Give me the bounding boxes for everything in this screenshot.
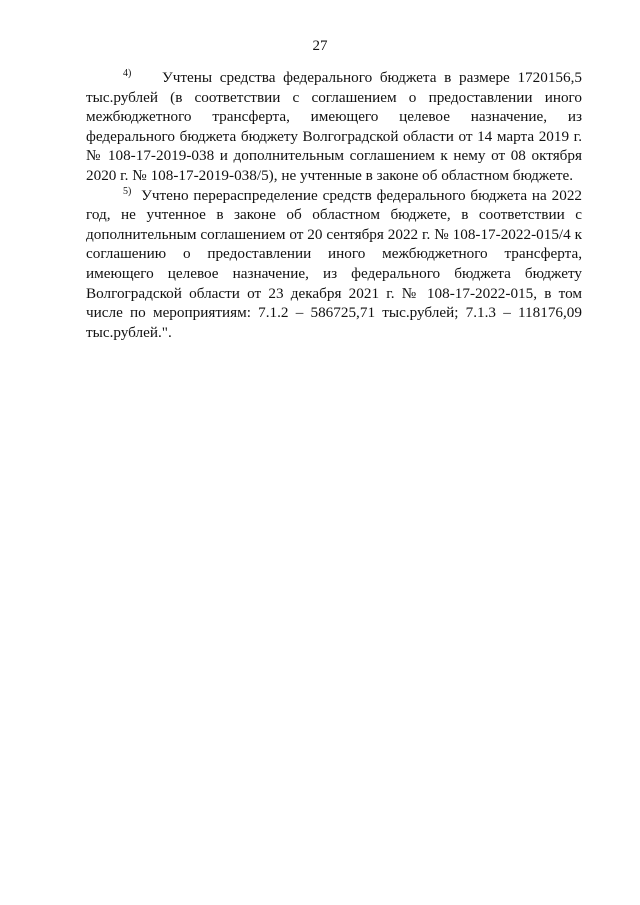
footnote-4 <box>86 68 582 186</box>
footnote-text: Учтены средства федерального бюджета в размере 1720156,5 тыс.рублей (в соответствии с соглашением о предоставлении иного межбюджетного трансферта, имеющего целевое назначение, из федерального бюджета бюджету Волгоградской области от 14 марта 2019 г. № 108-17-2019-038 и дополнительным соглашением к нему от 08 октября 2020 г. № 108-17-2019-038/5), не учтенные в законе об областном бюджете. <box>86 69 582 184</box>
footnote-text: Учтено перераспределение средств федерального бюджета на 2022 год, не учтенное в законе об областном бюджете, в соответствии с дополнительным соглашением от 20 сентября 2022 г. № 108-17-2022-015/4 к соглашению о предоставлении иного межбюджетного трансферта, имеющего целевое назначение, из федерального бюджета бюджету Волгоградской области от 23 декабря 2021 г. № 108-17-2022-015, в том числе по мероприятиям: 7.1.2 – 586725,71 тыс.рублей; 7.1.3 – 118176,09 тыс.рублей.". <box>86 186 583 341</box>
footnote-5 <box>86 186 582 343</box>
page-number: 27 <box>312 38 328 54</box>
footnote-marker: 4) <box>123 68 132 79</box>
footnote-marker: 5) <box>123 185 132 197</box>
footnotes-section <box>86 68 582 342</box>
